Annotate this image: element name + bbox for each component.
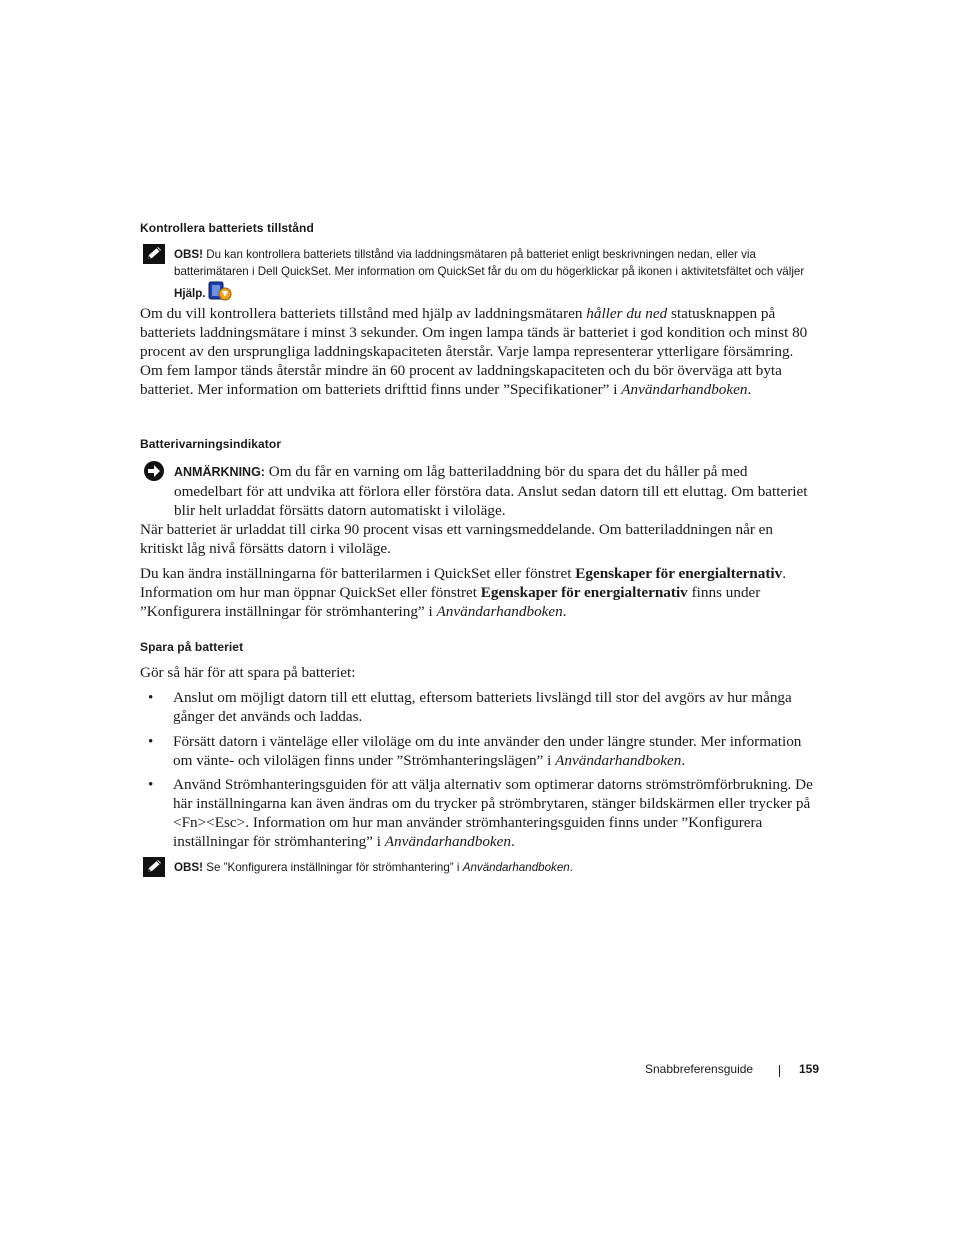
note-text: Du kan kontrollera batteriets tillstånd via laddningsmätaren på batteriet enligt beskrivningen nedan, eller via batterimätaren i Dell QuickSet. Mer information om QuickSet får du om du högerklickar på ikonen i aktivitetsfältet och väljer: [174, 248, 805, 278]
note-power-settings: OBS! Se ”Konfigurera inställningar för strömhantering” i Användarhandboken.: [174, 861, 573, 874]
bullet-marker: •: [148, 776, 154, 793]
list-item: Använd Strömhanteringsguiden för att välja alternativ som optimerar datorns strömströmförbrukning. De här inställningarna kan även ändras om du trycker på strömbrytaren, stänger bildskärmen eller trycker på <Fn><Esc>. Information om hur man använder strömhanteringsguiden finns under ”Konfigurera inställningar för strömhantering” i Användarhandboken.: [173, 776, 813, 850]
quickset-tray-icon[interactable]: [208, 280, 232, 307]
paragraph-check-battery: Om du vill kontrollera batteriets tillstånd med hjälp av laddningsmätaren håller du ned statusknappen på batteriets laddningsmätare i minst 3 sekunder. Om ingen lampa tänds är batteriet i god kondition och minst 80 procent av den ursprungliga laddningskapaciteten återstår. Varje lampa representerar ytterligare försämring. Om fem lampor tänds återstår mindre än 60 procent av laddningskapaciteten och du bör överväga att byta batteriet. Mer information om batteriets drifttid finns under ”Specifikationer” i Användarhandboken.: [140, 305, 808, 398]
list-item: Försätt datorn i vänteläge eller viloläge om du inte använder den under längre stunder. Mer information om vänte- och vilolägen finns under ”Strömhanteringslägen” i Användarhandboken.: [173, 733, 802, 769]
list-item: Anslut om möjligt datorn till ett eluttag, eftersom batteriets livslängd till stor del avgörs av hur många gånger det används och laddas.: [173, 689, 792, 725]
notice-label: ANMÄRKNING:: [174, 465, 265, 479]
notice-battery-warning: [174, 462, 819, 520]
note-label: OBS!: [174, 248, 203, 261]
help-word: Hjälp.: [174, 287, 206, 300]
pencil-note-icon: [143, 244, 165, 269]
notice-text: Om du får en varning om låg batteriladdning bör du spara det du håller på med omedelbart för att undvika att förlora eller förstöra data. Anslut sedan datorn till ett eluttag. Om batteriet blir helt urladdat försätts datorn automatiskt i viloläge.: [174, 463, 808, 519]
page-number: 159: [799, 1062, 820, 1076]
footer-divider: [779, 1065, 780, 1077]
paragraph-save-intro: Gör så här för att spara på batteriet:: [140, 664, 356, 681]
paragraph-warning-1: När batteriet är urladdat till cirka 90 procent visas ett varningsmeddelande. Om batteriladdningen når en kritiskt låg nivå försätts datorn i viloläge.: [140, 521, 774, 557]
section-heading-battery-warning: Batterivarningsindikator: [140, 437, 282, 451]
note-label: OBS!: [174, 861, 203, 874]
bullet-marker: •: [148, 733, 154, 750]
footer-title: Snabbreferensguide: [645, 1062, 754, 1076]
bullet-marker: •: [148, 689, 154, 706]
section-heading-save-battery: Spara på batteriet: [140, 640, 244, 654]
paragraph-warning-2: Du kan ändra inställningarna för batterilarmen i QuickSet eller fönstret Egenskaper för energialternativ. Information om hur man öppnar QuickSet eller fönstret Egenskaper för energialternativ finns under ”Konfigurera inställningar för strömhantering” i Användarhandboken.: [140, 565, 787, 620]
note-check-battery: [174, 246, 819, 307]
pencil-note-icon: [143, 857, 165, 882]
arrow-notice-icon: [143, 460, 165, 487]
section-heading-check-battery: Kontrollera batteriets tillstånd: [140, 221, 314, 235]
